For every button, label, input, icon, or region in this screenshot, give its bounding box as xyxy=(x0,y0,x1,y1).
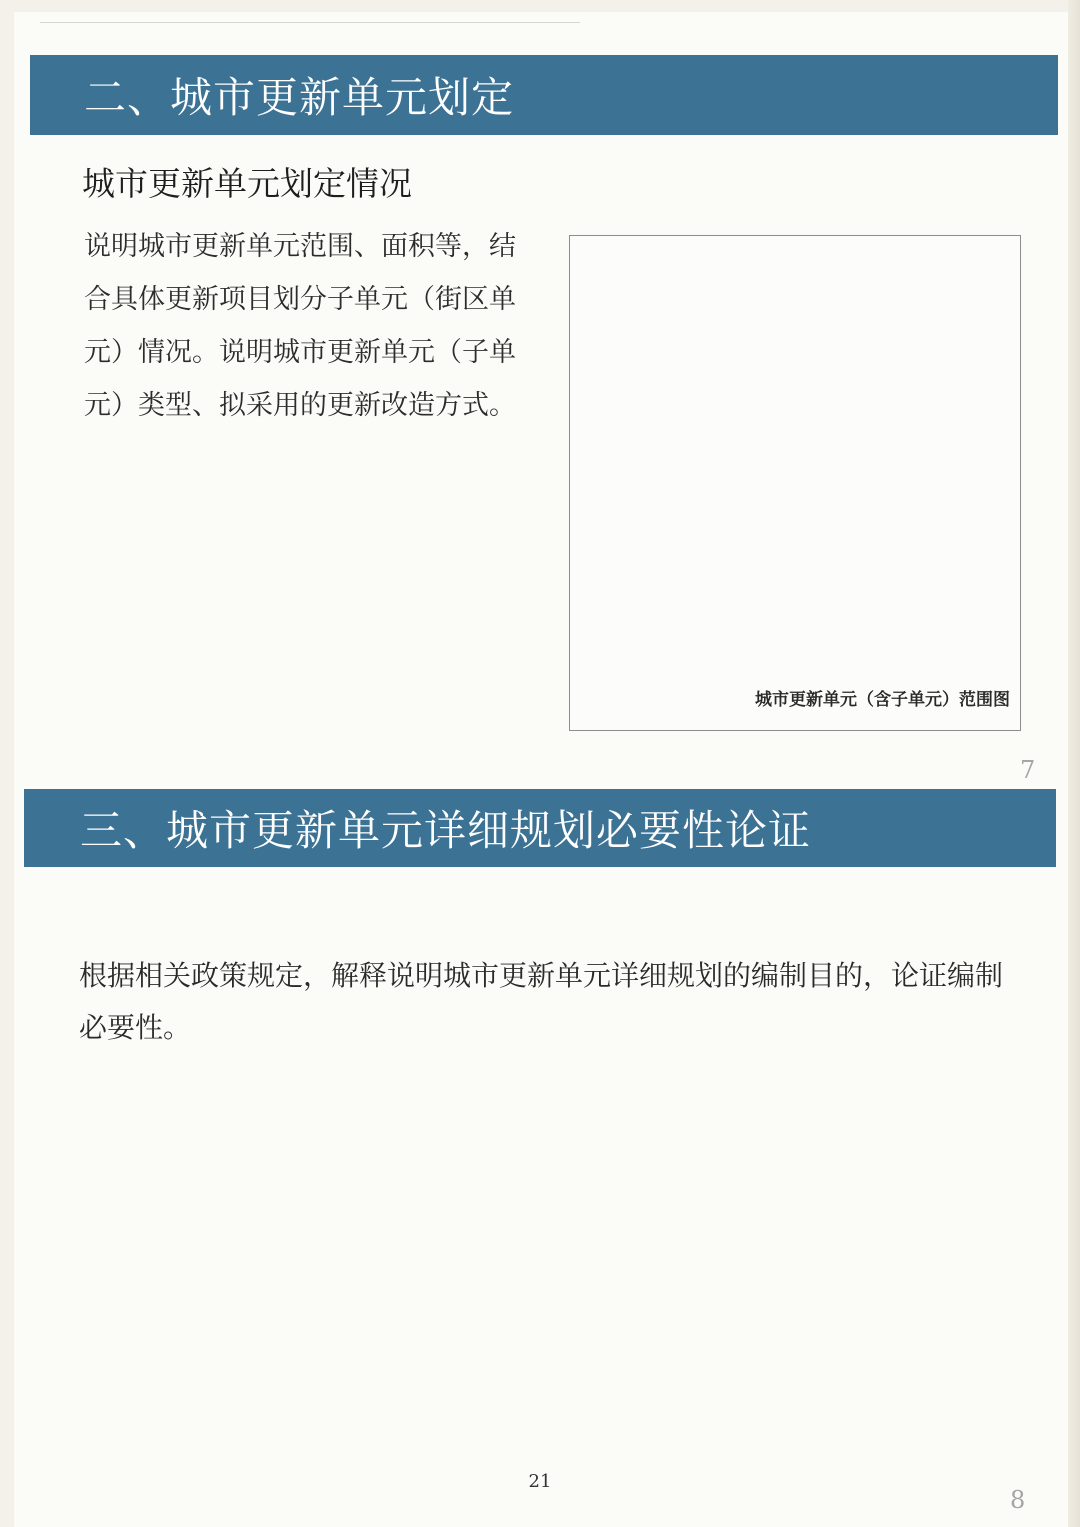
page-edge xyxy=(1068,0,1080,1527)
section-2-subheading: 城市更新单元划定情况 xyxy=(82,164,412,203)
section-3-title: 三、城市更新单元详细规划必要性论证 xyxy=(80,806,812,855)
section-2-title: 二、城市更新单元划定 xyxy=(84,73,515,122)
section-3-page-number: 8 xyxy=(1010,1486,1026,1514)
footer-page-number: 21 xyxy=(528,1471,552,1492)
section-2-banner xyxy=(30,55,1058,135)
section-2-description: 说明城市更新单元范围、面积等，结合具体更新项目划分子单元（街区单元）情况。说明城市更新单元（子单元）类型、拟采用的更新改造方式。 xyxy=(84,231,516,421)
section-2-page-number: 7 xyxy=(1020,756,1036,784)
figure-placeholder xyxy=(569,235,1021,731)
section-3-banner xyxy=(24,789,1056,867)
section-3-body: 根据相关政策规定，解释说明城市更新单元详细规划的编制目的，论证编制必要性。 xyxy=(79,959,1004,1044)
figure-caption: 城市更新单元（含子单元）范围图 xyxy=(755,690,1010,710)
top-divider xyxy=(40,22,580,23)
